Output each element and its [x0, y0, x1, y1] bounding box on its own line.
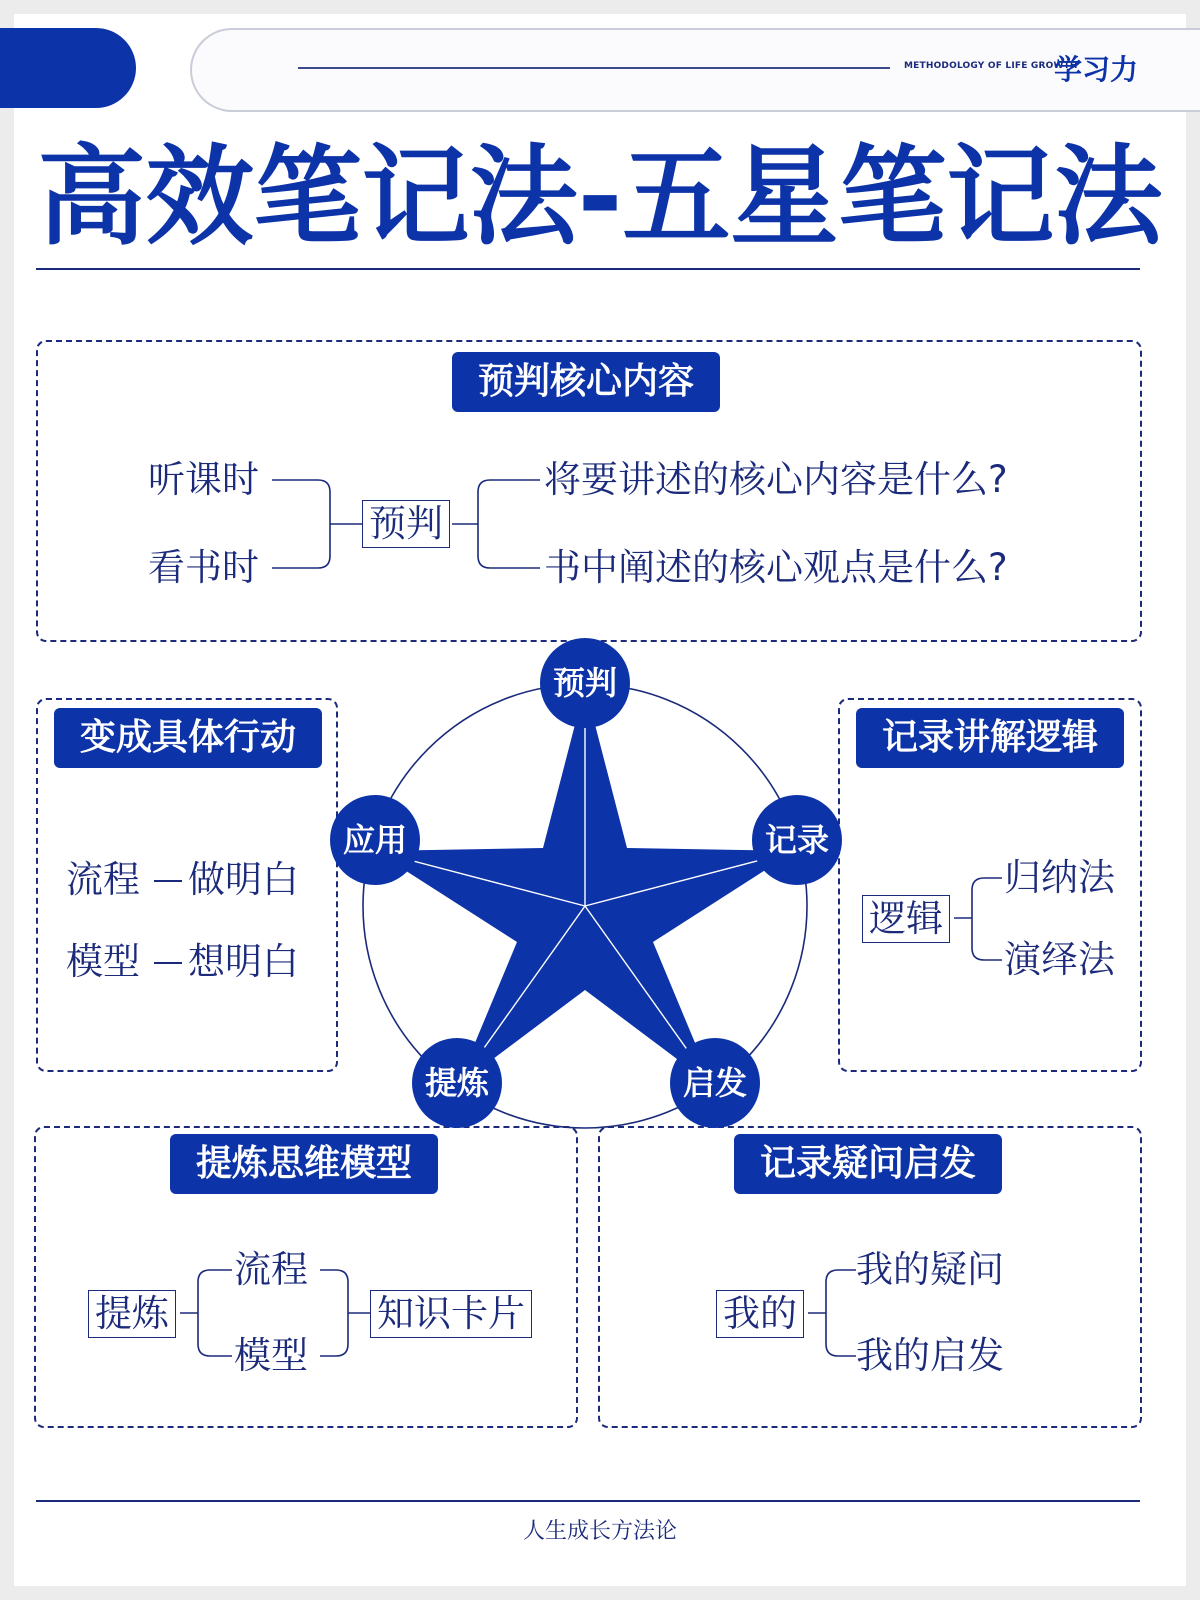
- predict-left-item: 听课时: [148, 458, 259, 501]
- star-node-predict: 预判: [540, 638, 630, 728]
- star-node-refine: 提炼: [412, 1038, 502, 1128]
- star-node-apply: 应用: [330, 795, 420, 885]
- logic-section-tag: 记录讲解逻辑: [856, 708, 1124, 768]
- predict-left-item: 看书时: [148, 546, 259, 589]
- logic-center-label: 逻辑: [862, 895, 950, 943]
- action-row-label: 模型: [66, 940, 140, 983]
- predict-right-item: 书中阐述的核心观点是什么?: [544, 546, 1008, 589]
- refine-result-label: 知识卡片: [370, 1290, 532, 1338]
- refine-middle-item: 模型: [234, 1334, 308, 1377]
- predict-center-label: 预判: [362, 500, 450, 548]
- page-title: 高效笔记法-五星笔记法: [37, 135, 1163, 260]
- inspire-right-item: 我的疑问: [856, 1248, 1004, 1291]
- refine-middle-item: 流程: [234, 1248, 308, 1291]
- logic-right-item: 演绎法: [1004, 938, 1115, 981]
- header-brand: 学习力: [1054, 53, 1139, 86]
- action-row-value: 做明白: [188, 858, 299, 901]
- predict-right-item: 将要讲述的核心内容是什么?: [544, 458, 1008, 501]
- inspire-center-label: 我的: [716, 1290, 804, 1338]
- refine-section-tag: 提炼思维模型: [170, 1134, 438, 1194]
- footer-text: 人生成长方法论: [522, 1519, 677, 1544]
- action-section-tag: 变成具体行动: [54, 708, 322, 768]
- inspire-right-item: 我的启发: [856, 1334, 1004, 1377]
- action-row-value: 想明白: [188, 940, 299, 983]
- header-subtitle: METHODOLOGY OF LIFE GROWTH: [904, 61, 1078, 71]
- star-node-inspire: 启发: [670, 1038, 760, 1128]
- footer-divider: [36, 1500, 1140, 1502]
- predict-section-tag: 预判核心内容: [452, 352, 720, 412]
- refine-center-label: 提炼: [88, 1290, 176, 1338]
- inspire-section-tag: 记录疑问启发: [734, 1134, 1002, 1194]
- star-node-record: 记录: [752, 795, 842, 885]
- logic-right-item: 归纳法: [1004, 856, 1115, 899]
- action-row-label: 流程: [66, 858, 140, 901]
